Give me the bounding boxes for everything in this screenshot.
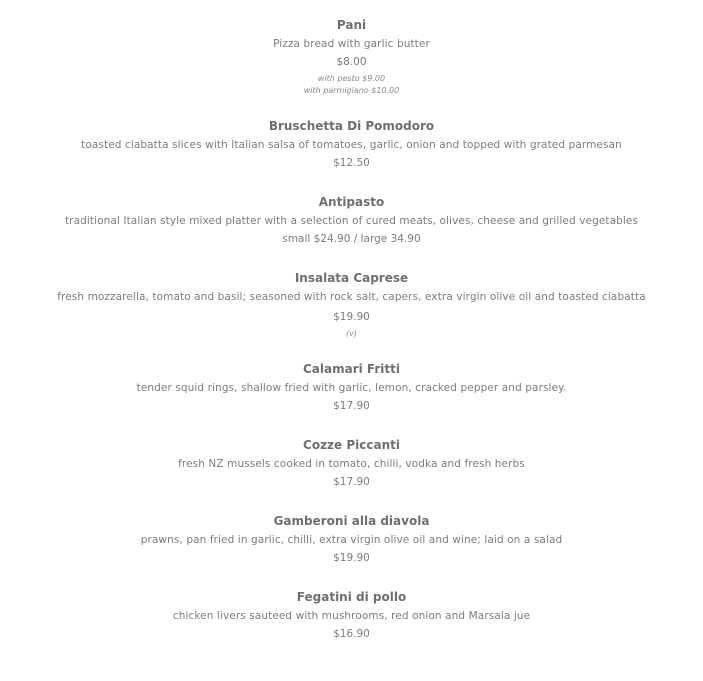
spacer: [0, 413, 703, 437]
item-description: prawns, pan fried in garlic, chilli, extra virgin olive oil and wine; laid on a salad: [140, 534, 563, 546]
item-price: small $24.90 / large 34.90: [282, 233, 421, 245]
item-description: tender squid rings, shallow fried with garlic, lemon, cracked pepper and parsley.: [136, 382, 567, 394]
item-name: Fegatini di pollo: [296, 590, 407, 604]
spacer: [0, 489, 703, 513]
item-note: with pesto $9.00: [317, 74, 386, 83]
menu-item-bruschetta: [0, 118, 703, 170]
item-name: Cozze Piccanti: [303, 438, 400, 452]
menu-item-calamari-fritti: [0, 361, 703, 413]
item-note: (v): [346, 329, 357, 338]
item-name: Pani: [336, 18, 367, 32]
item-price: $19.90: [333, 552, 370, 564]
item-price: $19.90: [333, 311, 370, 323]
item-name: Antipasto: [318, 195, 385, 209]
item-name: Insalata Caprese: [294, 271, 409, 285]
menu-item-fegatini-di-pollo: [0, 589, 703, 641]
spacer: [0, 246, 703, 270]
item-price: $16.90: [333, 628, 370, 640]
spacer: [0, 565, 703, 589]
item-name: Calamari Fritti: [303, 362, 400, 376]
menu-item-gamberoni-alla-diavola: [0, 513, 703, 565]
item-description: Pizza bread with garlic butter: [273, 38, 430, 50]
item-description: chicken livers sauteed with mushrooms, red onion and Marsala jue: [172, 610, 531, 622]
item-description: fresh NZ mussels cooked in tomato, chilli, vodka and fresh herbs: [178, 458, 525, 470]
spacer: [0, 340, 703, 361]
menu-item-antipasto: [0, 194, 703, 246]
menu-item-insalata-caprese: [0, 270, 703, 340]
item-price: $8.00: [336, 56, 367, 68]
item-price: $17.90: [333, 400, 370, 412]
item-price: $17.90: [333, 476, 370, 488]
spacer: [0, 97, 703, 118]
menu-item-cozze-piccanti: [0, 437, 703, 489]
item-description: toasted ciabatta slices with Italian salsa of tomatoes, garlic, onion and topped with grated parmesan: [81, 139, 622, 151]
spacer: [0, 170, 703, 194]
item-note: with parmigiano $10.00: [303, 86, 400, 95]
item-description: traditional Italian style mixed platter with a selection of cured meats, olives, cheese and grilled vegetables: [64, 215, 639, 227]
item-name: Bruschetta Di Pomodoro: [268, 119, 435, 133]
menu-item-pani: [0, 17, 703, 97]
item-name: Gamberoni alla diavola: [273, 514, 430, 528]
item-price: $12.50: [333, 157, 370, 169]
item-description: fresh mozzarella, tomato and basil; seasoned with rock salt, capers, extra virgin olive oil and toasted ciabatta: [57, 291, 646, 303]
